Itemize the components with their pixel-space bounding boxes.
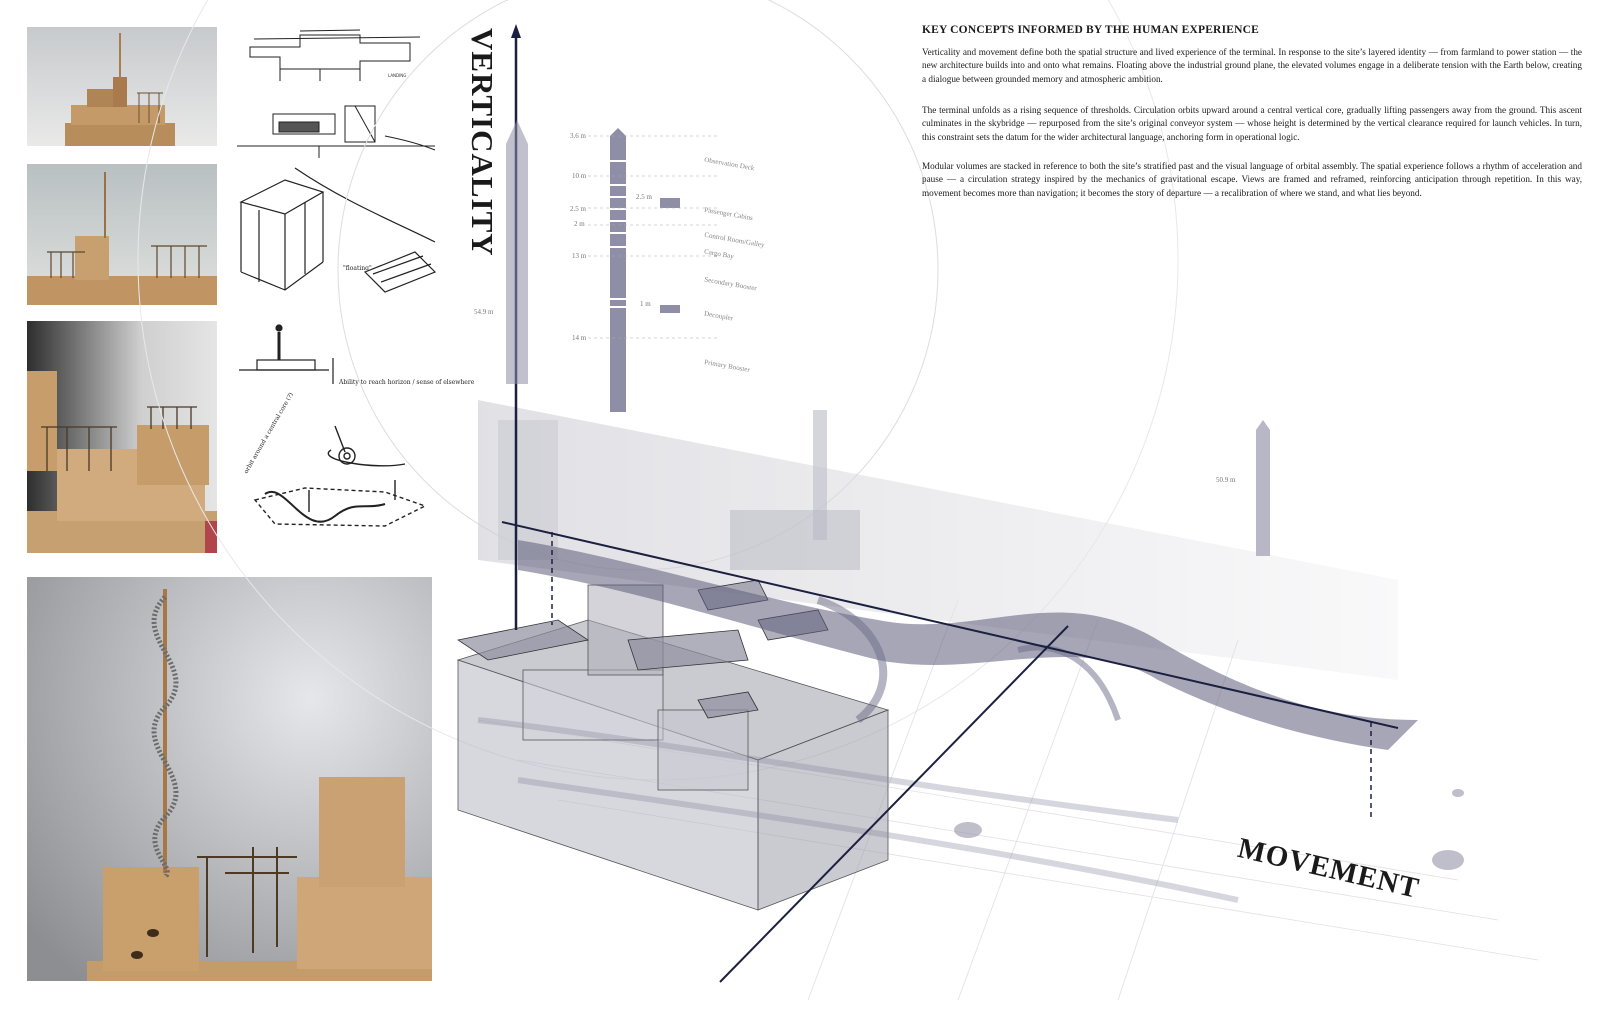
sketch-figure-horizon — [235, 320, 475, 420]
paragraph-thresholds: The terminal unfolds as a rising sequence of thresholds. Circulation orbits upward around a central vertical core, gradually lifting passengers away from the ground. This ascent culminates in the skybridge — repurposed from the site’s original conveyor system — whose height is determined by the vertical clearance required for launch vehicles. In turn, this constraint sets the datum for the wider architectural language, anchoring form in operational logic. — [922, 105, 1582, 142]
stage-dim-label: 1 m — [640, 300, 651, 308]
verticality-label: VERTICALITY — [465, 28, 500, 257]
tower-height-label: 50.9 m — [1216, 476, 1236, 484]
sketch-section — [240, 27, 440, 93]
far-rocket — [1256, 420, 1270, 556]
dim-label: 14 m — [572, 334, 587, 342]
stage-label: Decoupler — [703, 309, 734, 323]
dim-label: 2.5 m — [570, 205, 586, 213]
stage-label: Primary Booster — [703, 358, 751, 374]
paragraph-verticality: Verticality and movement define both the spatial structure and lived experience of the terminal. In response to the site’s layered identity — from farmland to power station — the new architecture builds into and onto what remains. Floating above the industrial ground plane, the elevated volumes engage in a deliberate tension with the Earth below, creating a dialogue between grounded memory and atmospheric ambition. — [922, 47, 1582, 84]
dim-label: 13 m — [572, 252, 587, 260]
verticality-arrowhead — [511, 24, 521, 38]
dim-label: 54.9 m — [474, 308, 494, 316]
key-concepts-heading: KEY CONCEPTS INFORMED BY THE HUMAN EXPERIENCE — [922, 24, 1259, 36]
movement-label: MOVEMENT — [1234, 832, 1423, 905]
sketch-label-floating: "floating" — [343, 265, 372, 272]
paragraph-modular: Modular volumes are stacked in reference to both the site’s stratified past and the visual language of orbital assembly. The spatial experience follows a rhythm of acceleration and pause — a circulation strategy inspired by the mechanics of gravitational escape. Views are framed and reframed, reinforcing anticipation through repetition. In this way, movement becomes more than navigation; it becomes the story of departure — a recalibration of where we stand, and what lies beyond. — [922, 161, 1582, 198]
sketch-orbit — [235, 391, 440, 535]
dim-label: 3.6 m — [570, 132, 586, 140]
stage-label: Passenger Cabins — [703, 205, 754, 223]
stage-label: Secondary Booster — [703, 275, 758, 293]
model-photo-hero — [27, 577, 432, 981]
stage-label: Control Room/Galley — [703, 230, 766, 250]
svg-text:LANDING: LANDING — [388, 73, 407, 78]
sketch-label-horizon: Ability to reach horizon / sense of elsewhere — [339, 379, 475, 386]
rocket-ghost — [506, 120, 528, 384]
rocket-elevation — [610, 128, 680, 412]
stage-label: Observation Deck — [703, 155, 756, 173]
model-photo-2 — [27, 164, 217, 305]
sketch-elevation — [235, 100, 440, 160]
stage-dim-label: 2.5 m — [636, 193, 652, 201]
model-photo-1 — [27, 27, 217, 146]
model-photo-3 — [27, 321, 217, 553]
stage-label: Cargo Bay — [703, 247, 735, 261]
dim-label: 10 m — [572, 172, 587, 180]
dim-label: 2 m — [574, 220, 585, 228]
sketch-label-orbit: orbit around a central core (?) — [242, 391, 295, 475]
cooling-tower-shape — [498, 420, 558, 560]
sketch-floating — [235, 162, 440, 312]
